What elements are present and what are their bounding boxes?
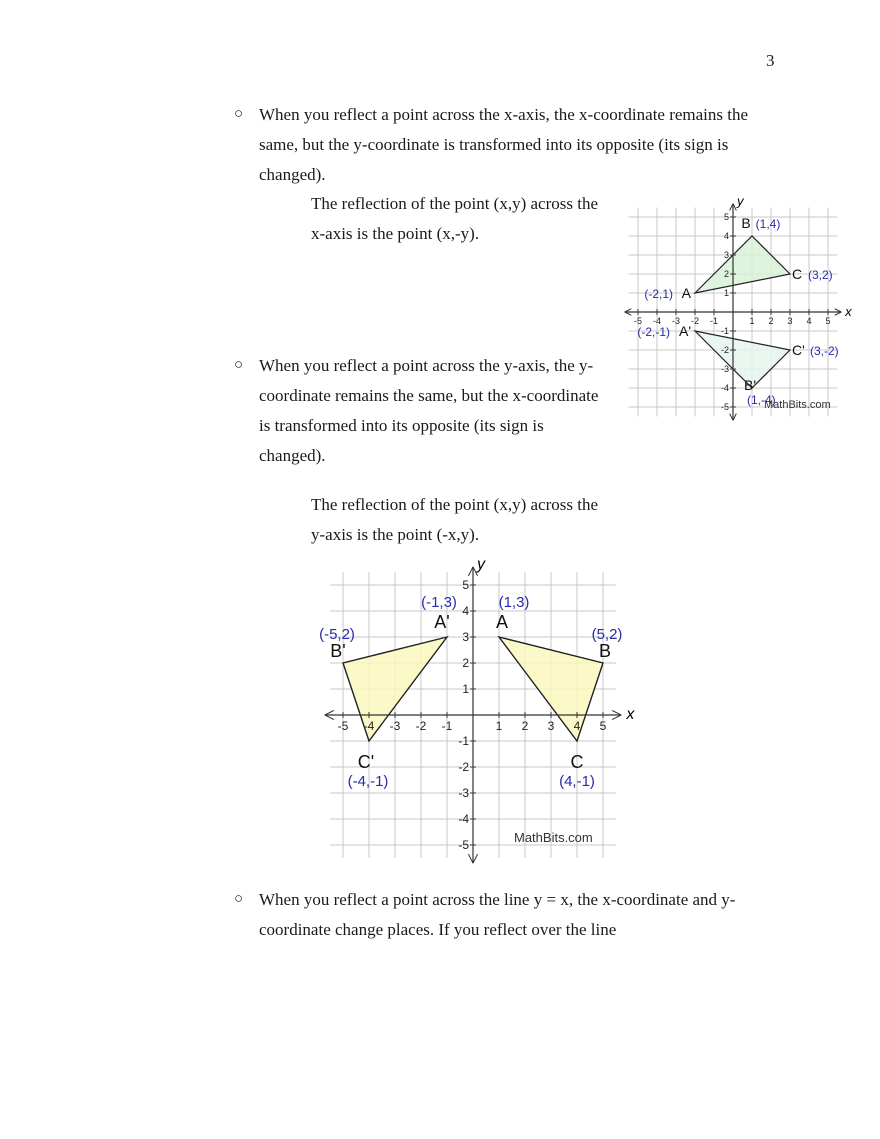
bullet-marker: ○: [234, 106, 244, 122]
y-tick-label: -2: [720, 345, 729, 356]
y-tick-label: -4: [458, 812, 469, 827]
point-name-label: A: [495, 612, 509, 632]
x-tick-label: -3: [671, 316, 681, 326]
paragraph-x-axis-reflection: When you reflect a point across the x-axis, the x-coordinate remains the same, but the y-coordinate is transformed into its opposite (its sign is changed).: [259, 105, 749, 184]
point-coordinate-label: (-1,3): [421, 594, 457, 611]
bullet-marker: ○: [234, 357, 244, 373]
paragraph-y-axis-reflection: When you reflect a point across the y-axis, the y-coordinate remains the same, but the x-coordinate is transformed into its opposite (its sign is changed).: [259, 356, 599, 465]
y-tick-label: 5: [723, 212, 729, 223]
y-tick-label: 3: [462, 630, 469, 645]
y-tick-label: -5: [720, 402, 729, 413]
point-coordinate-label: (1,4): [755, 217, 781, 231]
x-tick-label: 4: [573, 719, 581, 733]
point-name-label: C': [357, 752, 375, 772]
x-tick-label: -3: [389, 719, 401, 733]
y-tick-label: -1: [458, 734, 469, 749]
point-name-label: A: [681, 285, 691, 301]
rule-x-axis-reflection: The reflection of the point (x,y) across the x-axis is the point (x,-y).: [311, 194, 599, 243]
x-tick-label: 5: [599, 719, 607, 733]
y-tick-label: -2: [458, 760, 469, 775]
y-tick-label: 2: [462, 656, 469, 671]
x-axis-label: x: [845, 304, 852, 319]
point-coordinate-label: (3,-2): [810, 344, 839, 358]
point-name-label: B': [330, 641, 346, 661]
x-tick-label: 4: [806, 316, 812, 326]
point-name-label: C': [792, 342, 805, 358]
point-coordinate-label: (-5,2): [319, 626, 355, 643]
y-axis-reflection-graph: [310, 555, 640, 870]
y-tick-label: 1: [462, 682, 469, 697]
x-tick-label: -1: [709, 316, 719, 326]
x-tick-label: -5: [337, 719, 349, 733]
point-coordinate-label: (-4,-1): [347, 773, 389, 790]
x-tick-label: -2: [690, 316, 700, 326]
x-tick-label: -4: [652, 316, 662, 326]
y-tick-label: -4: [720, 383, 729, 394]
x-tick-label: 5: [825, 316, 831, 326]
paragraph-line-y-equals-x: When you reflect a point across the line y = x, the x-coordinate and y-coordinate change places. If you reflect over the line: [259, 890, 736, 939]
y-tick-label: 4: [723, 231, 729, 242]
y-axis-label: y: [477, 555, 485, 573]
x-tick-label: 3: [787, 316, 793, 326]
y-axis-label: y: [737, 193, 744, 209]
y-tick-label: -3: [458, 786, 469, 801]
page-number: 3: [766, 51, 775, 70]
x-axis-reflection-graph: [620, 192, 860, 432]
point-name-label: A': [678, 323, 691, 339]
point-coordinate-label: (-2,1): [644, 287, 673, 301]
point-coordinate-label: (4,-1): [559, 773, 595, 790]
credit-label: MathBits.com: [514, 830, 593, 845]
point-coordinate-label: (5,2): [591, 626, 623, 643]
credit-label: MathBits.com: [764, 399, 831, 411]
x-tick-label: 1: [749, 316, 755, 326]
point-name-label: B': [744, 377, 757, 393]
point-name-label: C: [570, 752, 584, 772]
rule-y-axis-reflection: The reflection of the point (x,y) across the y-axis is the point (-x,y).: [311, 495, 599, 544]
x-tick-label: -4: [363, 719, 375, 733]
y-tick-label: 4: [462, 604, 469, 619]
point-name-label: B: [598, 641, 612, 661]
y-tick-label: 2: [723, 269, 729, 280]
x-axis-label: x: [626, 706, 635, 723]
y-tick-label: -3: [720, 364, 729, 375]
x-tick-label: 3: [547, 719, 555, 733]
x-tick-label: -5: [633, 316, 643, 326]
y-tick-label: 3: [723, 250, 729, 261]
point-name-label: C: [792, 266, 803, 282]
bullet-marker: ○: [234, 891, 244, 907]
point-coordinate-label: (1,3): [498, 594, 530, 611]
x-tick-label: 2: [521, 719, 529, 733]
x-tick-label: -2: [415, 719, 427, 733]
y-tick-label: 1: [723, 288, 729, 299]
x-tick-label: 1: [495, 719, 503, 733]
point-name-label: A': [434, 612, 450, 632]
point-coordinate-label: (1,-4): [747, 393, 776, 407]
x-tick-label: 2: [768, 316, 774, 326]
y-tick-label: 5: [462, 578, 469, 593]
y-tick-label: -1: [720, 326, 729, 337]
point-name-label: B: [741, 215, 751, 231]
y-tick-label: -5: [458, 838, 469, 853]
point-coordinate-label: (3,2): [808, 268, 833, 282]
x-tick-label: -1: [441, 719, 453, 733]
point-coordinate-label: (-2,-1): [637, 325, 670, 339]
